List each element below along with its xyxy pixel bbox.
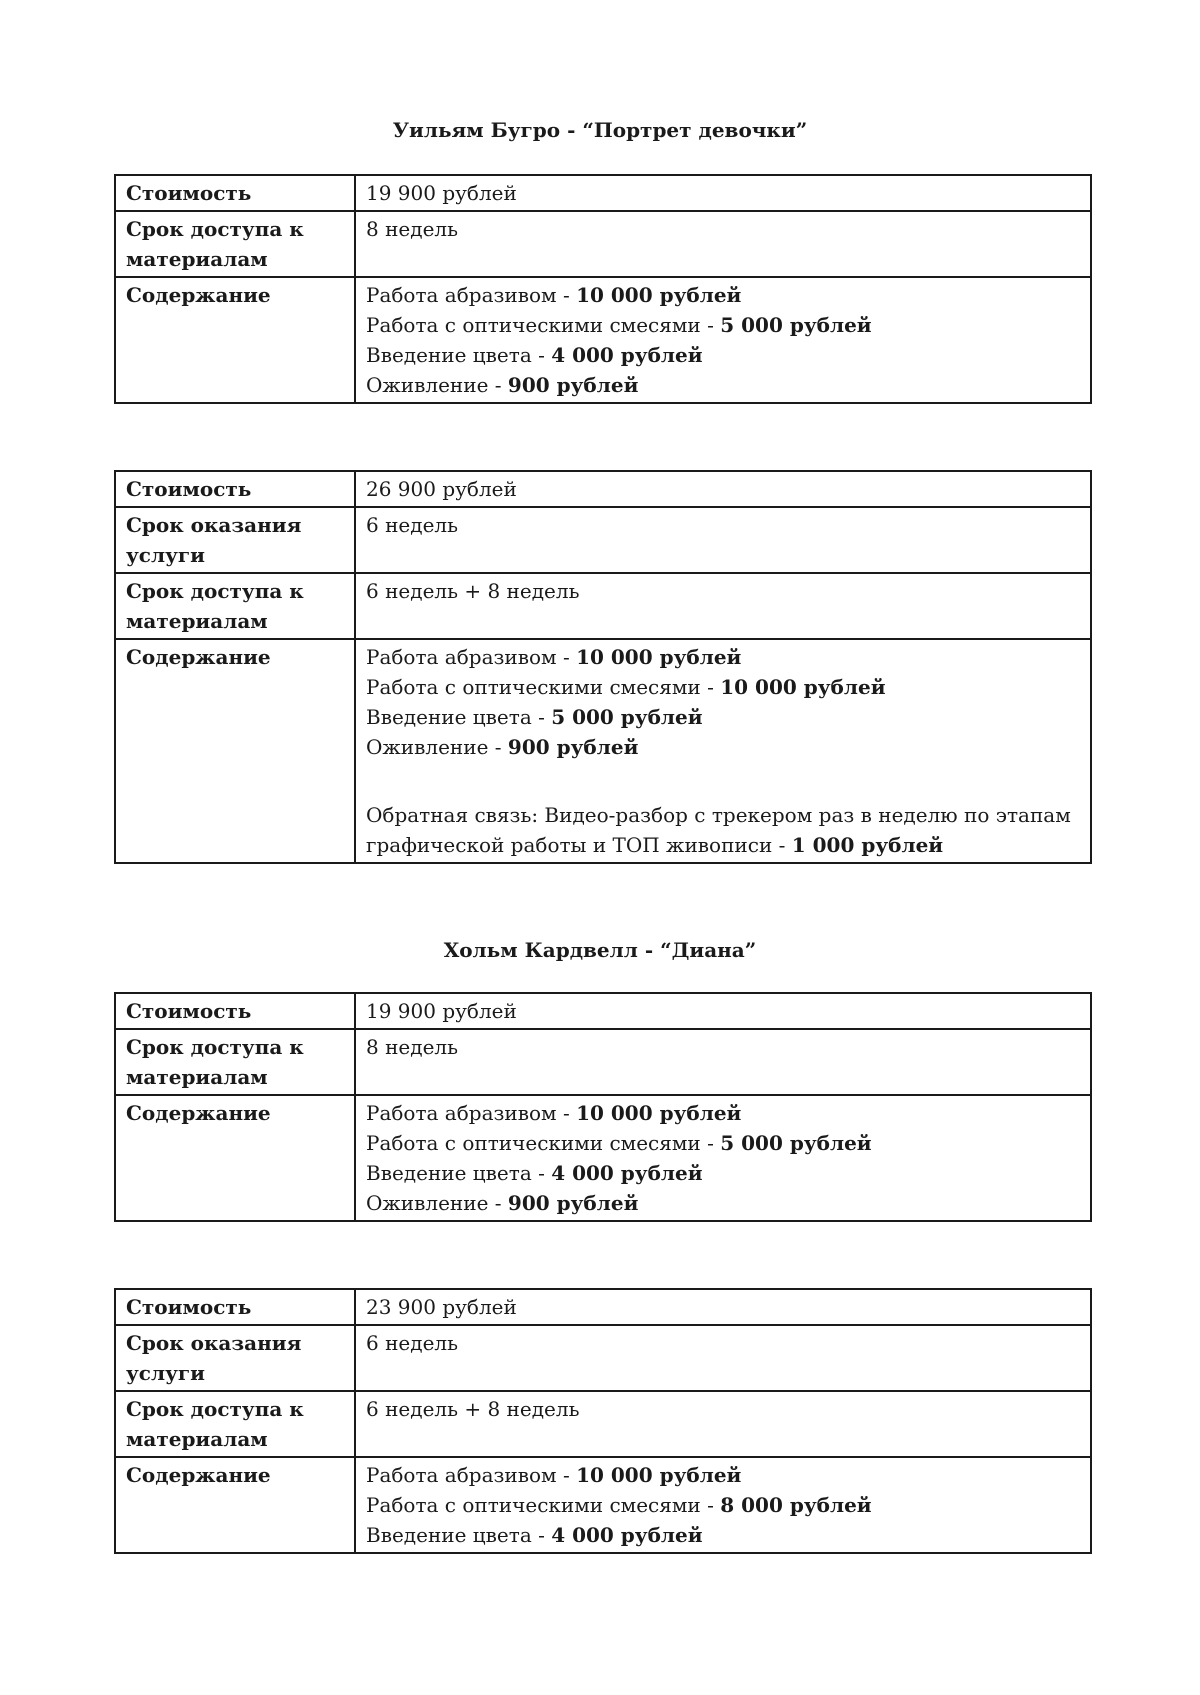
row-label: Стоимость	[115, 993, 355, 1029]
content-line: Работа с оптическими смесями - 5 000 рублей	[366, 1131, 872, 1155]
content-line: Оживление - 900 рублей	[366, 735, 639, 759]
table-row	[115, 471, 1091, 507]
section-heading-bouguereau: Уильям Бугро - “Портрет девочки”	[392, 118, 808, 142]
row-label: Стоимость	[115, 471, 355, 507]
table-row	[115, 1029, 1091, 1095]
price-table-bouguereau-feedback	[114, 470, 1092, 864]
table-row	[115, 993, 1091, 1029]
content-line: Оживление - 900 рублей	[366, 1191, 639, 1215]
row-label: Содержание	[115, 277, 355, 403]
content-cell	[355, 1457, 1091, 1553]
table-row	[115, 573, 1091, 639]
row-label: Содержание	[115, 1095, 355, 1221]
content-line: Введение цвета - 5 000 рублей	[366, 705, 703, 729]
content-line: Введение цвета - 4 000 рублей	[366, 1523, 703, 1547]
row-label: Содержание	[115, 639, 355, 863]
content-cell	[355, 277, 1091, 403]
row-label: Содержание	[115, 1457, 355, 1553]
content-line: Введение цвета - 4 000 рублей	[366, 343, 703, 367]
content-line: Работа абразивом - 10 000 рублей	[366, 1101, 742, 1125]
table-row	[115, 1457, 1091, 1553]
table-row	[115, 507, 1091, 573]
row-value: 6 недель + 8 недель	[355, 1391, 1091, 1457]
content-cell	[355, 1095, 1091, 1221]
row-value: 8 недель	[355, 211, 1091, 277]
content-line: Работа с оптическими смесями - 5 000 рублей	[366, 313, 872, 337]
row-value: 6 недель	[355, 507, 1091, 573]
row-value: 26 900 рублей	[355, 471, 1091, 507]
row-label: Срок оказания услуги	[115, 507, 355, 573]
row-label: Срок доступа к материалам	[115, 1029, 355, 1095]
table-row	[115, 1095, 1091, 1221]
row-value: 6 недель + 8 недель	[355, 573, 1091, 639]
table-row	[115, 1325, 1091, 1391]
content-line: Работа абразивом - 10 000 рублей	[366, 645, 742, 669]
row-label: Стоимость	[115, 175, 355, 211]
row-value: 6 недель	[355, 1325, 1091, 1391]
row-label: Срок доступа к материалам	[115, 1391, 355, 1457]
content-line: Оживление - 900 рублей	[366, 373, 639, 397]
content-line: Введение цвета - 4 000 рублей	[366, 1161, 703, 1185]
row-value: 19 900 рублей	[355, 993, 1091, 1029]
row-value: 23 900 рублей	[355, 1289, 1091, 1325]
content-line: Работа с оптическими смесями - 10 000 рублей	[366, 675, 886, 699]
price-table-cardwell-feedback	[114, 1288, 1092, 1554]
row-label: Стоимость	[115, 1289, 355, 1325]
feedback-text: Обратная связь: Видео-разбор с трекером раз в неделю по этапам графической работы и ТОП живописи - 1 000 рублей	[366, 803, 1071, 857]
table-row	[115, 1289, 1091, 1325]
table-row	[115, 211, 1091, 277]
content-cell	[355, 639, 1091, 863]
content-line: Работа с оптическими смесями - 8 000 рублей	[366, 1493, 872, 1517]
content-line: Работа абразивом - 10 000 рублей	[366, 283, 742, 307]
table-row	[115, 277, 1091, 403]
content-line: Работа абразивом - 10 000 рублей	[366, 1463, 742, 1487]
table-row	[115, 1391, 1091, 1457]
row-value: 19 900 рублей	[355, 175, 1091, 211]
row-label: Срок оказания услуги	[115, 1325, 355, 1391]
section-heading-cardwell: Хольм Кардвелл - “Диана”	[443, 938, 757, 962]
row-label: Срок доступа к материалам	[115, 573, 355, 639]
price-table-cardwell-basic	[114, 992, 1092, 1222]
table-row	[115, 639, 1091, 863]
table-row	[115, 175, 1091, 211]
row-label: Срок доступа к материалам	[115, 211, 355, 277]
price-table-bouguereau-basic	[114, 174, 1092, 404]
row-value: 8 недель	[355, 1029, 1091, 1095]
spacer	[366, 762, 1080, 800]
